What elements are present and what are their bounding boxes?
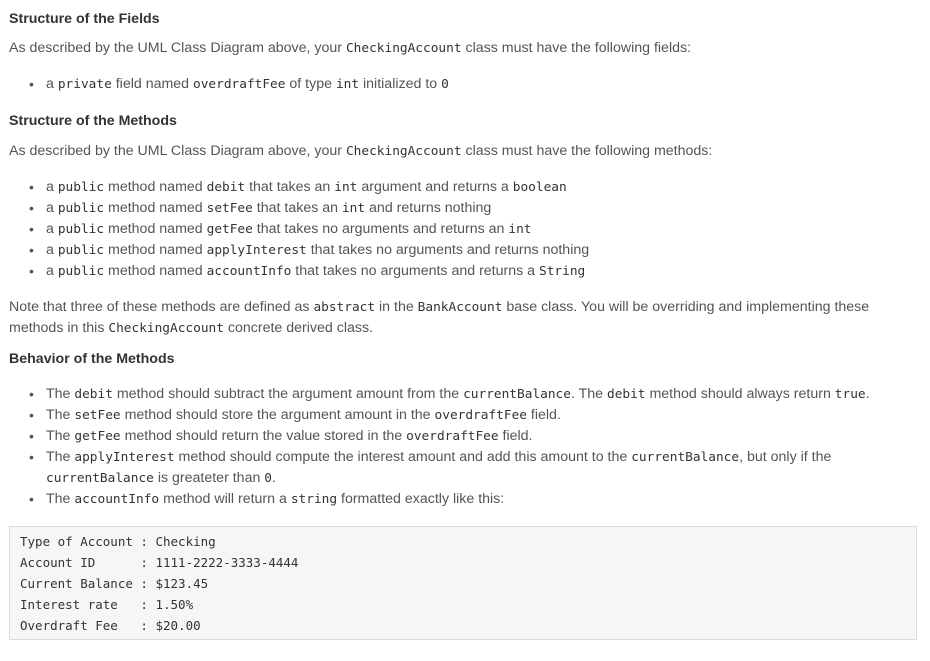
behavior-list: [29, 384, 870, 510]
list-item: • The applyInterest method should compute the interest amount and add this amount to the currentBalance, but only if the currentBalance is greateter than 0.: [29, 449, 832, 486]
code-block: [9, 526, 917, 640]
bullet-icon: •: [29, 200, 34, 216]
list-item: • a public method named accountInfo that takes no arguments and returns a String: [46, 261, 589, 282]
bullet-icon: •: [29, 449, 34, 465]
list-item: • a public method named applyInterest that takes no arguments and returns nothing: [46, 240, 589, 261]
code-line: Interest rate : 1.50%: [20, 597, 194, 612]
code-line: Overdraft Fee : $20.00: [20, 618, 201, 633]
bullet-icon: •: [29, 76, 34, 92]
list-item: • a public method named getFee that takes no arguments and returns an int: [46, 219, 589, 240]
methods-intro: As described by the UML Class Diagram above, your CheckingAccount class must have the following methods:: [9, 143, 713, 159]
bullet-icon: •: [29, 263, 34, 279]
list-item: • The debit method should subtract the argument amount from the currentBalance. The debit method should always return true.: [46, 384, 870, 405]
methods-heading: Structure of the Methods: [9, 113, 177, 129]
fields-list: [29, 74, 449, 95]
bullet-icon: •: [29, 221, 34, 237]
behavior-heading: Behavior of the Methods: [9, 351, 175, 367]
bullet-icon: •: [29, 386, 34, 402]
code-line: Type of Account : Checking: [20, 534, 216, 549]
bullet-icon: •: [29, 242, 34, 258]
list-item: • a private field named overdraftFee of type int initialized to 0: [46, 74, 449, 95]
bullet-icon: •: [29, 179, 34, 195]
code-line: Account ID : 1111-2222-3333-4444: [20, 555, 299, 570]
fields-heading: Structure of the Fields: [9, 11, 160, 27]
list-item: • a public method named debit that takes an int argument and returns a boolean: [46, 177, 589, 198]
bullet-icon: •: [29, 491, 34, 507]
bullet-icon: •: [29, 407, 34, 423]
bullet-icon: •: [29, 428, 34, 444]
code-line: Current Balance : $123.45: [20, 576, 209, 591]
fields-intro: As described by the UML Class Diagram above, your CheckingAccount class must have the following fields:: [9, 40, 692, 56]
list-item: • a public method named setFee that takes an int and returns nothing: [46, 198, 589, 219]
list-item: • The setFee method should store the argument amount in the overdraftFee field.: [46, 405, 870, 426]
methods-list: [29, 177, 590, 282]
methods-note: Note that three of these methods are defined as abstract in the BankAccount base class. You will be overriding and implementing these methods in this CheckingAccount concrete derived class.: [9, 299, 870, 336]
list-item: • The getFee method should return the value stored in the overdraftFee field.: [46, 426, 870, 447]
list-item: • The accountInfo method will return a string formatted exactly like this:: [46, 489, 870, 510]
